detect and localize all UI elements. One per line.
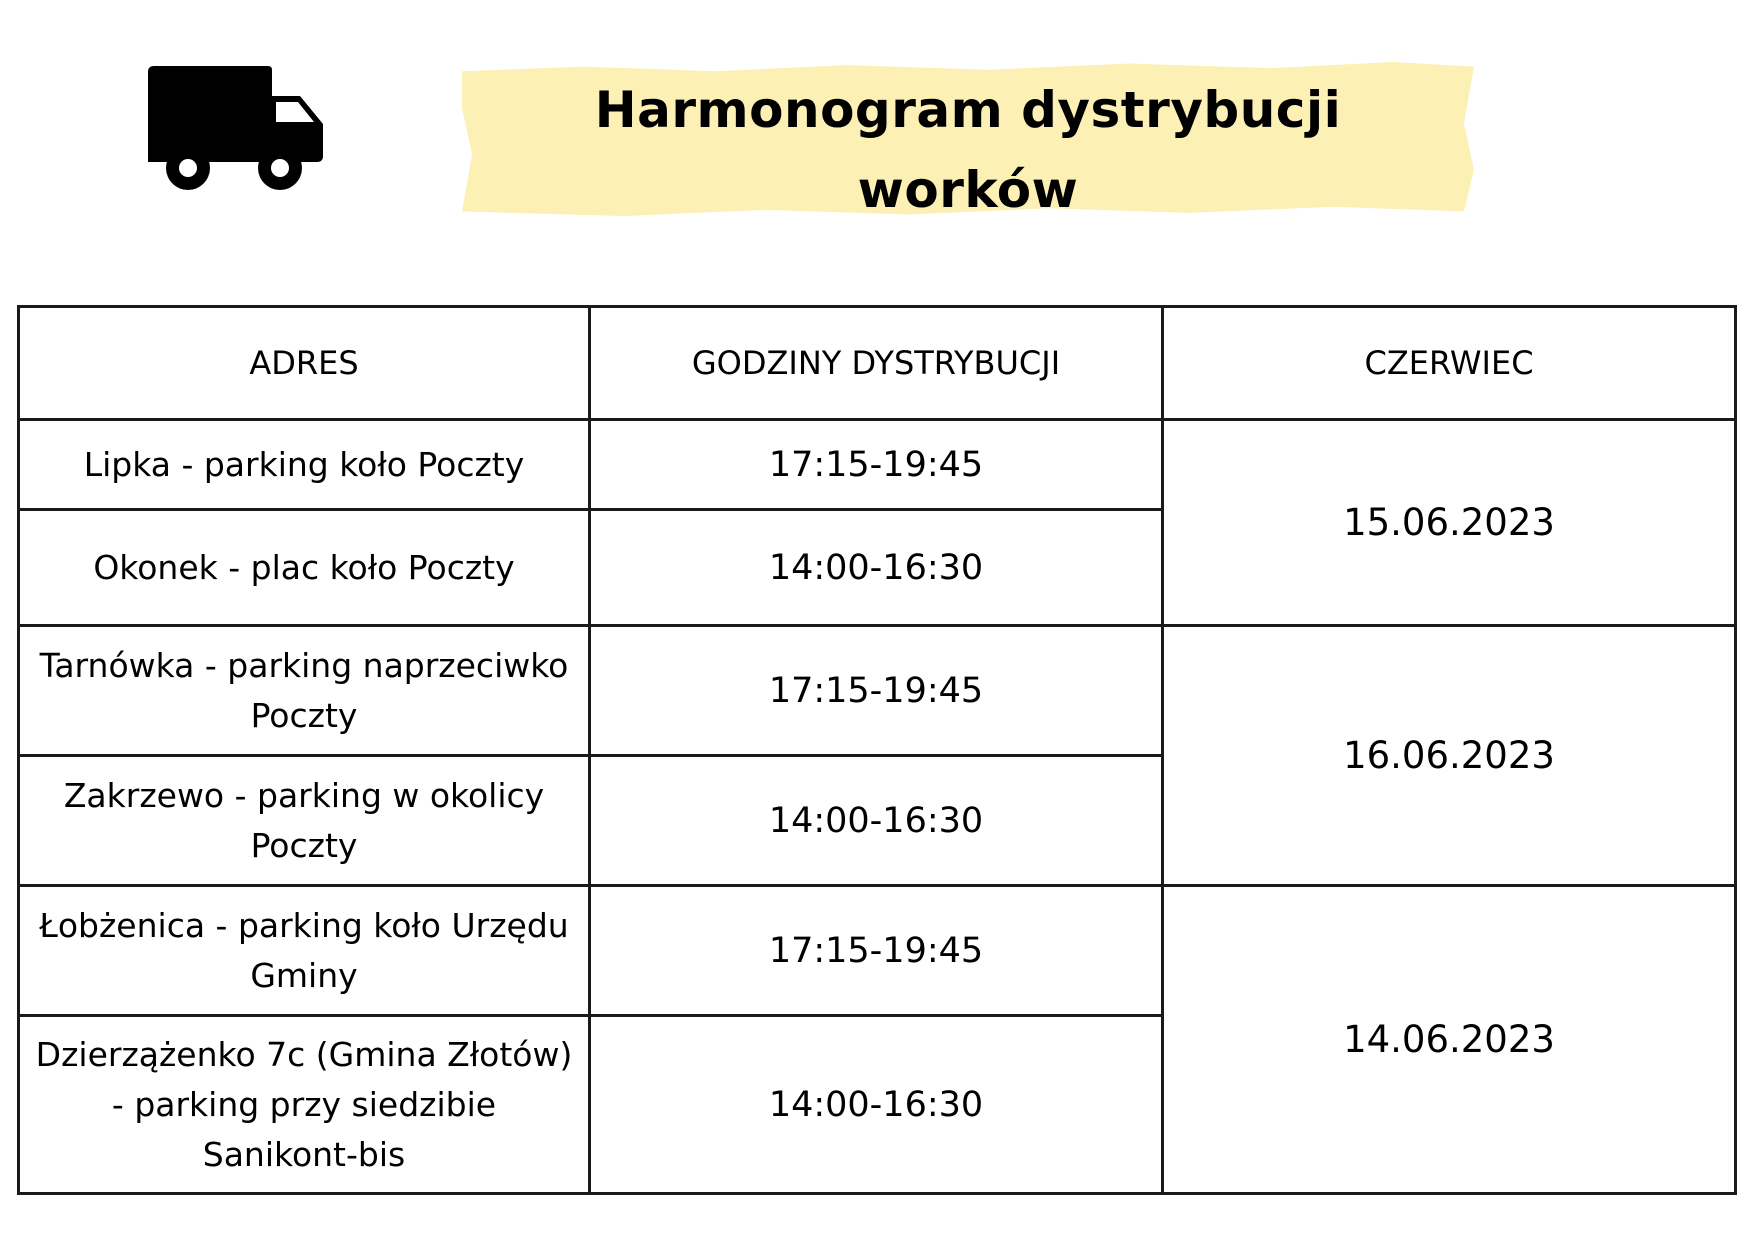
hours-cell: 14:00-16:30 bbox=[590, 510, 1163, 626]
hours-cell: 17:15-19:45 bbox=[590, 886, 1163, 1016]
hours-cell: 14:00-16:30 bbox=[590, 1016, 1163, 1194]
address-cell: Okonek - plac koło Poczty bbox=[19, 510, 590, 626]
table-row bbox=[19, 886, 1736, 1016]
table-row bbox=[19, 626, 1736, 756]
hours-cell: 17:15-19:45 bbox=[590, 420, 1163, 510]
date-cell: 16.06.2023 bbox=[1163, 626, 1736, 886]
address-cell: Dzierzążenko 7c (Gmina Złotów) - parking przy siedzibie Sanikont-bis bbox=[19, 1016, 590, 1194]
address-cell: Łobżenica - parking koło Urzędu Gminy bbox=[19, 886, 590, 1016]
column-header-hours: GODZINY DYSTRYBUCJI bbox=[590, 307, 1163, 420]
hours-cell: 17:15-19:45 bbox=[590, 626, 1163, 756]
column-header-month: CZERWIEC bbox=[1163, 307, 1736, 420]
address-cell: Tarnówka - parking naprzeciwko Poczty bbox=[19, 626, 590, 756]
truck-icon bbox=[148, 66, 323, 192]
date-cell: 15.06.2023 bbox=[1163, 420, 1736, 626]
date-cell: 14.06.2023 bbox=[1163, 886, 1736, 1194]
table-row bbox=[19, 420, 1736, 510]
address-cell: Lipka - parking koło Poczty bbox=[19, 420, 590, 510]
title-line-2: worków bbox=[857, 161, 1079, 219]
column-header-address: ADRES bbox=[19, 307, 590, 420]
table-header-row bbox=[19, 307, 1736, 420]
page-title bbox=[462, 70, 1474, 230]
schedule-table bbox=[17, 305, 1737, 1195]
address-cell: Zakrzewo - parking w okolicy Poczty bbox=[19, 756, 590, 886]
hours-cell: 14:00-16:30 bbox=[590, 756, 1163, 886]
title-line-1: Harmonogram dystrybucji bbox=[594, 81, 1342, 139]
